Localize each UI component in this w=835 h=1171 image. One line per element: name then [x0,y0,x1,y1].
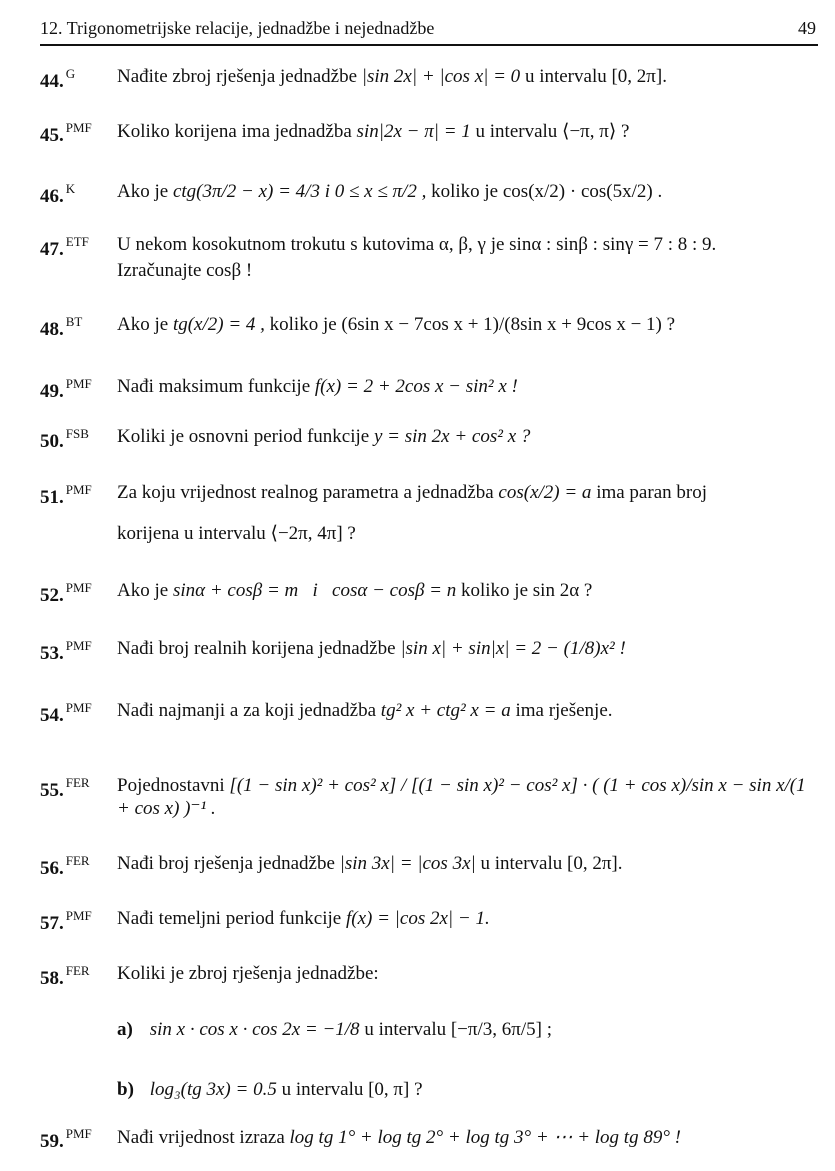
problem-math: f(x) = |cos 2x| − 1. [345,908,490,929]
problem-number: 56. [40,858,64,879]
problem-number: 53. [40,643,64,664]
problem-text: Nađi vrijednost izraza [117,1127,285,1148]
problem-math: log tg 1° + log tg 2° + log tg 3° + ⋯ + log tg 89° ! [289,1127,682,1148]
problem-part-a [117,1019,552,1041]
problem-math: y = sin 2x + cos² x ? [373,426,531,447]
source-tag: PMF [65,1126,92,1141]
problem-text: Nađi broj realnih korijena jednadžbe [117,638,396,659]
problem-condition: i 0 ≤ x ≤ π/2 , [324,181,427,202]
source-tag: PMF [65,482,92,497]
problem-tail: u intervalu [0, 2π]. [480,853,623,874]
problem-math: |sin x| + sin|x| = 2 − (1/8)x² ! [400,638,626,659]
problem-number: 46. [40,186,64,207]
problem-number: 48. [40,319,64,340]
part-label: b) [117,1079,134,1100]
page-header [40,18,818,46]
problem-number: 50. [40,431,64,452]
problem-text: Ako je [117,314,169,335]
problem-tail: koliko je sin 2α ? [461,580,593,601]
problem-math: sin|2x − π| = 1 [356,121,471,142]
problem-text: Za koju vrijednost realnog parametra a jednadžba [117,482,494,503]
problem-text: Nađi maksimum funkcije [117,376,311,397]
problem-text: Koliko korijena ima jednadžba [117,121,352,142]
source-tag: FER [65,775,90,790]
source-tag: PMF [65,120,92,135]
problem-math: |sin 2x| + |cos x| = 0 [361,66,521,87]
problem-number: 44. [40,71,64,92]
source-tag: PMF [65,908,92,923]
problem-number: 52. [40,585,64,606]
problem-text: Nađi broj rješenja jednadžbe [117,853,335,874]
problem-number: 57. [40,913,64,934]
problem-tail: u intervalu ⟨−π, π⟩ ? [475,121,630,142]
source-tag: K [65,181,76,196]
source-tag: ETF [65,234,89,249]
problem-number: 59. [40,1131,64,1152]
problem-number: 47. [40,239,64,260]
problem-math: [(1 − sin x)² + cos² x] / [(1 − sin x)² − cos² x] · ( (1 + cos x)/sin x − sin x/(1 + cos x) )⁻¹ . [117,775,806,819]
problem-tail: u intervalu [0, 2π]. [524,66,667,87]
source-tag: G [65,66,76,81]
problem-text: Nađi najmanji a za koji jednadžba [117,700,377,721]
part-math: log₃(tg 3x) = 0.5 [149,1079,277,1100]
problem-tail: koliko je (6sin x − 7cos x + 1)/(8sin x + 9cos x − 1) ? [269,314,676,335]
source-tag: FER [65,853,90,868]
part-tail: u intervalu [0, π] ? [281,1079,423,1100]
problem-text: U nekom kosokutnom trokutu s kutovima α, β, γ je sinα : sinβ : sinγ = 7 : 8 : 9. [117,234,717,255]
part-label: a) [117,1019,133,1040]
source-tag: PMF [65,580,92,595]
problem-text: Nađite zbroj rješenja jednadžbe [117,66,358,87]
source-tag: FSB [65,426,89,441]
problem-number: 58. [40,968,64,989]
problem-number: 55. [40,780,64,801]
problem-math: cos(x/2) = a [498,482,592,503]
problem-tail: koliko je cos(x/2) · cos(5x/2) . [431,181,663,202]
problem-tail: ima rješenje. [515,700,613,721]
problem-text: Ako je [117,181,169,202]
problem-text: Koliki je osnovni period funkcije [117,426,370,447]
problem-tail: ima paran broj [596,482,707,503]
part-tail: u intervalu [−π/3, 6π/5] ; [364,1019,552,1040]
part-math: sin x · cos x · cos 2x = −1/8 [149,1019,360,1040]
problem-text-line2: korijena u intervalu ⟨−2π, 4π] ? [117,523,356,544]
problem-text-line2: Izračunajte cosβ ! [117,260,253,281]
source-tag: BT [65,314,83,329]
problem-text: Nađi temeljni period funkcije [117,908,342,929]
problem-math: f(x) = 2 + 2cos x − sin² x ! [314,376,518,397]
problem-text: Koliki je zbroj rješenja jednadžbe: [117,963,379,984]
problem-number: 54. [40,705,64,726]
problem-math: tg² x + ctg² x = a [380,700,511,721]
page-number: 49 [798,18,816,38]
problem-math: tg(x/2) = 4 , [172,314,265,335]
problem-text: Ako je [117,580,169,601]
problem-number: 45. [40,125,64,146]
problem-math: ctg(3π/2 − x) = 4/3 [172,181,320,202]
problem-text: Pojednostavni [117,775,225,796]
source-tag: PMF [65,638,92,653]
source-tag: FER [65,963,90,978]
problem-number: 51. [40,487,64,508]
problem-part-b [117,1079,552,1101]
chapter-title: 12. Trigonometrijske relacije, jednadžbe i nejednadžbe [40,18,435,38]
source-tag: PMF [65,376,92,391]
problem-number: 49. [40,381,64,402]
source-tag: PMF [65,700,92,715]
problem-math: sinα + cosβ = m i cosα − cosβ = n [172,580,457,601]
problem-math: |sin 3x| = |cos 3x| [339,853,476,874]
